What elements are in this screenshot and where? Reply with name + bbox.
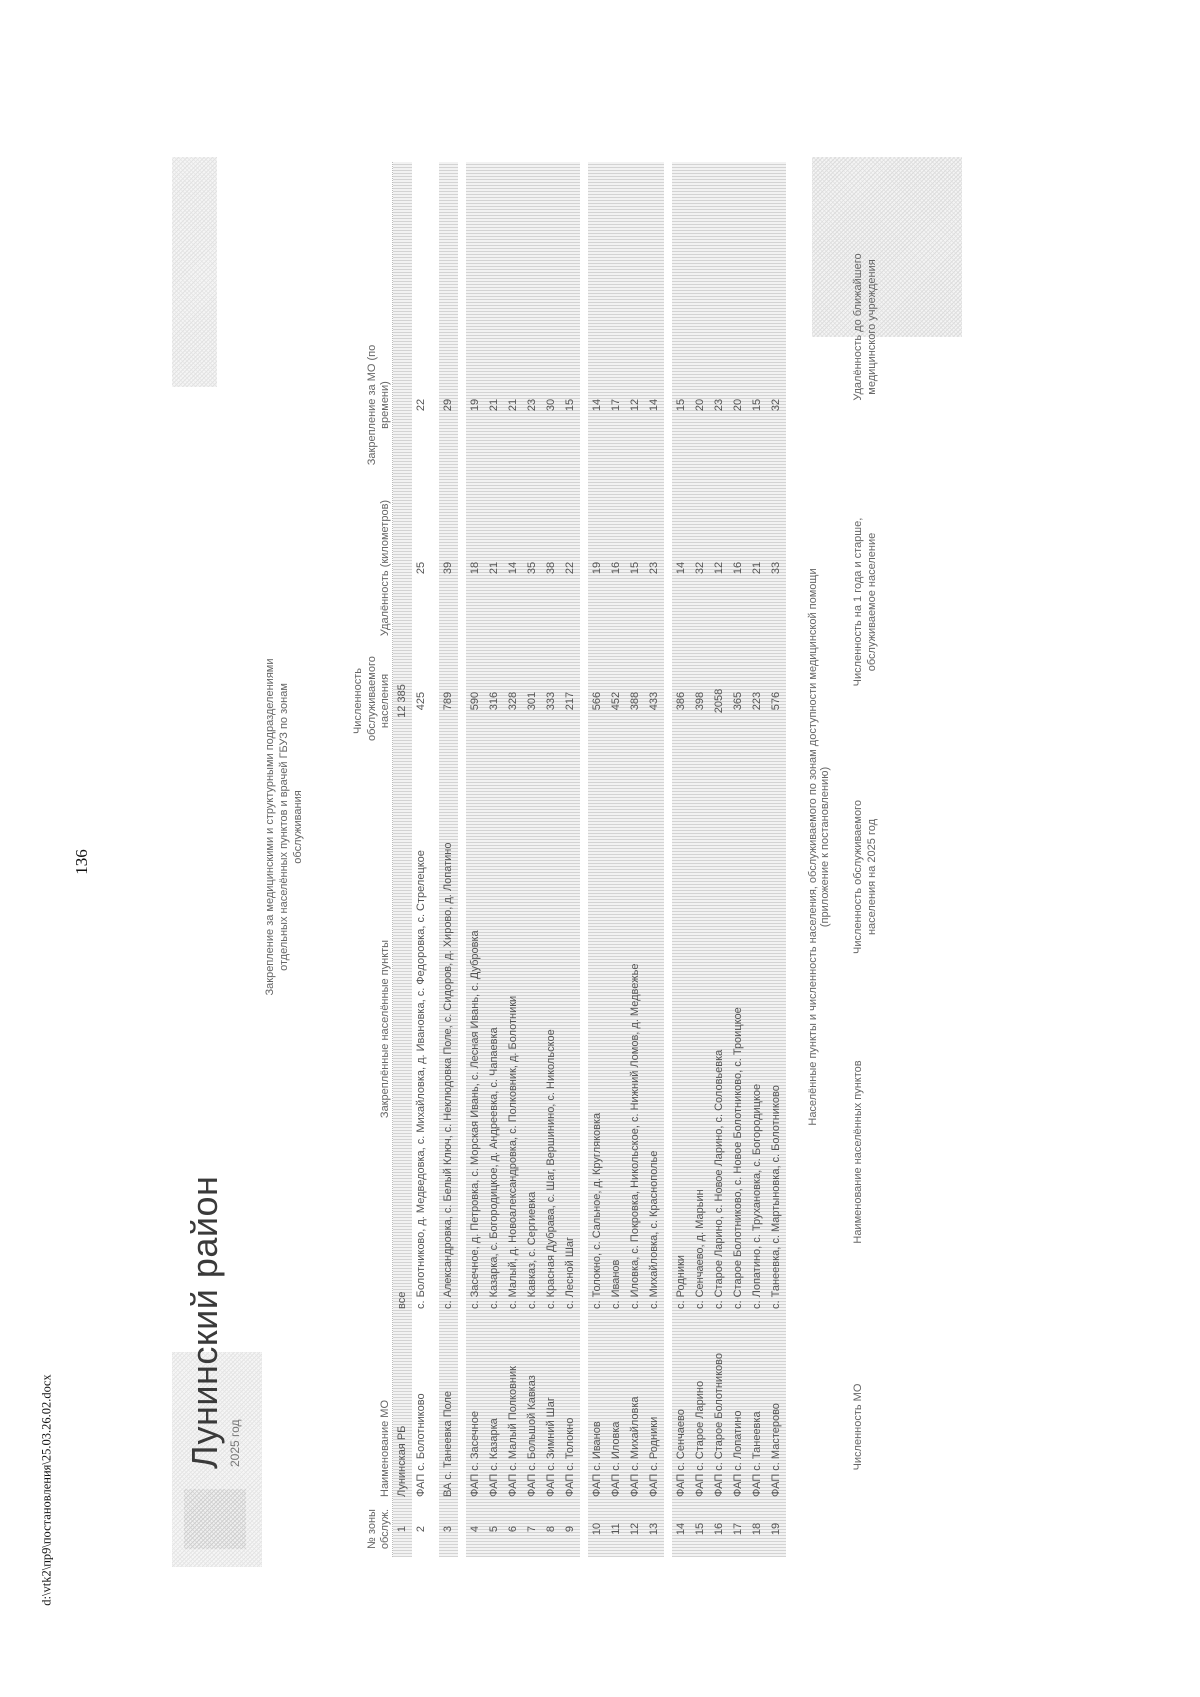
cell-no: 12 <box>629 1522 642 1536</box>
cell-amb: 32 <box>770 398 783 412</box>
table-row <box>523 162 542 1557</box>
table-row <box>645 162 664 1557</box>
cell-dist: 15 <box>629 561 642 575</box>
cell-amb: 20 <box>732 398 745 412</box>
cell-list: с. Александровка, с. Белый Ключ, с. Неклюдовка Поле, с. Сидоров, д. Хирово, д. Лопатино <box>442 842 455 1309</box>
cell-pop: 12 385 <box>396 684 409 718</box>
cell-name: ФАП с. Мастерово <box>770 1403 783 1497</box>
cell-amb: 23 <box>713 398 726 412</box>
cell-dist: 33 <box>770 561 783 575</box>
region-emblem-icon <box>184 1489 246 1549</box>
table-row <box>485 162 504 1557</box>
cell-amb: 12 <box>629 398 642 412</box>
cell-name: ФАП с. Засечное <box>469 1411 482 1497</box>
bottom-head: Численность на 1 года и старше, обслуживаемое население <box>852 517 878 687</box>
table-row <box>542 162 561 1557</box>
table-row <box>607 162 626 1557</box>
cell-pop: 398 <box>694 691 707 711</box>
cell-pop: 590 <box>469 691 482 711</box>
cell-dist: 23 <box>648 561 661 575</box>
cell-dist: 14 <box>507 561 520 575</box>
cell-pop: 223 <box>751 691 764 711</box>
cell-dist: 18 <box>469 561 482 575</box>
region-title: Лунинский район <box>184 1175 225 1469</box>
table-row <box>710 162 729 1557</box>
table-row <box>626 162 645 1557</box>
cell-dist: 19 <box>591 561 604 575</box>
bottom-head: Численность обслуживаемого населения на 2025 год <box>852 800 878 954</box>
cell-list: с. Толокно, с. Сальное, д. Кругляковка <box>591 1112 604 1309</box>
cell-pop: 386 <box>675 691 688 711</box>
cell-name: ФАП с. Старое Болотниково <box>713 1353 726 1497</box>
cell-no: 3 <box>442 1525 455 1533</box>
cell-dist: 21 <box>751 561 764 575</box>
region-year: 2025 год <box>228 1419 242 1467</box>
cell-amb: 14 <box>591 398 604 412</box>
cell-pop: 217 <box>564 691 577 711</box>
cell-no: 5 <box>488 1525 501 1533</box>
cell-name: ФАП с. Зимний Шаг <box>545 1397 558 1497</box>
cell-pop: 2058 <box>713 688 726 714</box>
cell-list: с. Старое Болотниково, с. Новое Болотниково, с. Троицкое <box>732 1007 745 1309</box>
cell-name: ВА с. Танеевка Поле <box>442 1390 455 1497</box>
cell-name: ФАП с. Танеевка <box>751 1411 764 1497</box>
header-list: Закреплённые населённые пункты <box>378 939 391 1119</box>
cell-name: ФАП с. Иванов <box>591 1421 604 1497</box>
bottom-head: Наименование населённых пунктов <box>852 1060 864 1244</box>
cell-dist: 12 <box>713 561 726 575</box>
cell-dist: 32 <box>694 561 707 575</box>
table-row <box>729 162 748 1557</box>
cell-list: с. Красная Дубрава, с. Шаг, Вершинино, с. Никольское <box>545 1029 558 1309</box>
cell-list: с. Старое Ларино, с. Новое Ларино, с. Соловьевка <box>713 1049 726 1309</box>
table-row <box>767 162 786 1557</box>
cell-no: 19 <box>770 1522 783 1536</box>
cell-pop: 576 <box>770 691 783 711</box>
cell-dist: 39 <box>442 561 455 575</box>
bottom-table-header <box>852 227 880 1527</box>
cell-amb: 30 <box>545 398 558 412</box>
cell-pop: 789 <box>442 691 455 711</box>
cell-amb: 21 <box>507 398 520 412</box>
cell-list: с. Засечное, д. Петровка, с. Морская Ивань, с. Лесная Ивань, с. Дубровка <box>469 930 482 1309</box>
cell-list: с. Родники <box>675 1255 688 1309</box>
bottom-head: Удалённость до ближайшего медицинского учреждения <box>852 253 878 401</box>
table-caption-line-2: отдельных населённых пунктов и врачей ГБУЗ по зонам обслуживания <box>277 683 304 971</box>
cell-no: 13 <box>648 1522 661 1536</box>
cell-no: 2 <box>415 1525 428 1533</box>
cell-name: ФАП с. Иловка <box>610 1421 623 1497</box>
cell-amb: 15 <box>751 398 764 412</box>
cell-name: Лунинская РБ <box>396 1425 409 1497</box>
cell-no: 15 <box>694 1522 707 1536</box>
cell-list: с. Казарка, с. Богородицкое, д. Андреевка, с. Чапаевка <box>488 1027 501 1309</box>
cell-name: ФАП с. Лопатино <box>732 1410 745 1497</box>
bottom-right-shade <box>812 157 962 337</box>
cell-no: 8 <box>545 1525 558 1533</box>
header-no: № зоны обслуж. <box>365 1508 391 1550</box>
cell-no: 16 <box>713 1522 726 1536</box>
table-body <box>393 162 786 1557</box>
cell-list: с. Лопатино, с. Трухановка, с. Богородицкое <box>751 1083 764 1309</box>
cell-dist: 16 <box>610 561 623 575</box>
cell-pop: 425 <box>415 691 428 711</box>
cell-list: с. Иванов <box>610 1259 623 1309</box>
table-row <box>561 162 580 1557</box>
cell-dist: 14 <box>675 561 688 575</box>
table-row <box>748 162 767 1557</box>
table-row <box>466 162 485 1557</box>
cell-pop: 452 <box>610 691 623 711</box>
cell-dist: 21 <box>488 561 501 575</box>
cell-name: ФАП с. Сенчаево <box>675 1409 688 1497</box>
cell-amb: 15 <box>564 398 577 412</box>
cell-pop: 333 <box>545 691 558 711</box>
cell-list: с. Михайловка, с. Краснополье <box>648 1150 661 1309</box>
cell-no: 9 <box>564 1525 577 1533</box>
rotated-document-sheet <box>172 157 962 1567</box>
cell-no: 10 <box>591 1522 604 1536</box>
cell-list: с. Танеевка, с. Мартыновка, с. Болотниково <box>770 1085 783 1309</box>
cell-name: ФАП с. Родники <box>648 1416 661 1497</box>
header-name: Наименование МО <box>378 1399 391 1497</box>
cell-amb: 15 <box>675 398 688 412</box>
header-assignment: Закрепление за МО (по времени) <box>365 344 391 466</box>
cell-name: ФАП с. Старое Ларино <box>694 1380 707 1497</box>
header-distance: Удалённость (километров) <box>378 499 391 637</box>
table-row <box>393 162 412 1557</box>
cell-amb: 29 <box>442 398 455 412</box>
cell-no: 17 <box>732 1522 745 1536</box>
cell-name: ФАП с. Толокно <box>564 1417 577 1497</box>
cell-amb: 19 <box>469 398 482 412</box>
cell-dist: 22 <box>564 561 577 575</box>
cell-list: с. Иловка, с. Покровка, Никольское, с. Нижний Ломов, д. Медвежье <box>629 963 642 1309</box>
cell-no: 11 <box>610 1523 623 1535</box>
table-row <box>412 162 431 1557</box>
cell-amb: 21 <box>488 398 501 412</box>
cell-amb: 14 <box>648 398 661 412</box>
cell-no: 6 <box>507 1525 520 1533</box>
cell-list: все <box>396 1291 409 1309</box>
cell-no: 7 <box>526 1525 539 1533</box>
table-row <box>672 162 691 1557</box>
cell-list: с. Сенчаево, д. Марьин <box>694 1189 707 1309</box>
cell-name: ФАП с. Большой Кавказ <box>526 1375 539 1497</box>
cell-pop: 433 <box>648 691 661 711</box>
cell-amb: 23 <box>526 398 539 412</box>
cell-list: с. Лесной Шаг <box>564 1236 577 1309</box>
sheet-landscape <box>172 157 962 1567</box>
cell-no: 14 <box>675 1522 688 1536</box>
cell-no: 1 <box>396 1525 409 1533</box>
table-row <box>504 162 523 1557</box>
cell-no: 4 <box>469 1525 482 1533</box>
table-row <box>588 162 607 1557</box>
cell-dist: 16 <box>732 561 745 575</box>
cell-name: ФАП с. Казарка <box>488 1418 501 1497</box>
assignment-table <box>262 162 786 1557</box>
corner-shade <box>172 157 217 387</box>
cell-amb: 20 <box>694 398 707 412</box>
table-header <box>262 162 393 1557</box>
cell-no: 18 <box>751 1522 764 1536</box>
page-number: 136 <box>72 849 91 875</box>
cell-amb: 17 <box>610 398 623 412</box>
cell-dist: 25 <box>415 561 428 575</box>
cell-pop: 365 <box>732 691 745 711</box>
table-row <box>691 162 710 1557</box>
footer-file-path: d:\vtk2\пр9\постановления\25.03.26.02.docx <box>39 1374 54 1606</box>
cell-list: с. Кавказ, с. Сергиевка <box>526 1191 539 1309</box>
cell-dist: 35 <box>526 561 539 575</box>
cell-dist: 38 <box>545 561 558 575</box>
cell-name: ФАП с. Малый Полковник <box>507 1366 520 1497</box>
bottom-head: Численность МО <box>852 1383 864 1471</box>
cell-pop: 566 <box>591 691 604 711</box>
bottom-note: Населённые пункты и численность населения, обслуживаемого по зонам доступности медицинской помощи (приложение к постановлению) <box>807 568 831 1126</box>
cell-list: с. Малый, д. Новоалександровка, с. Полковник, д. Болотники <box>507 995 520 1309</box>
table-row <box>439 162 458 1557</box>
cell-pop: 388 <box>629 691 642 711</box>
table-caption-line-1: Закрепление за медицинскими и структурными подразделениями <box>264 658 276 996</box>
cell-pop: 328 <box>507 691 520 711</box>
cell-amb: 22 <box>415 398 428 412</box>
cell-list: с. Болотниково, д. Медведовка, с. Михайловка, д. Ивановка, с. Федоровка, с. Стрелецкое <box>415 850 428 1309</box>
cell-name: ФАП с. Болотниково <box>415 1393 428 1497</box>
cell-name: ФАП с. Михайловка <box>629 1396 642 1497</box>
header-population: Численность обслуживаемого населения <box>352 656 391 741</box>
cell-pop: 301 <box>526 691 539 711</box>
cell-pop: 316 <box>488 691 501 711</box>
